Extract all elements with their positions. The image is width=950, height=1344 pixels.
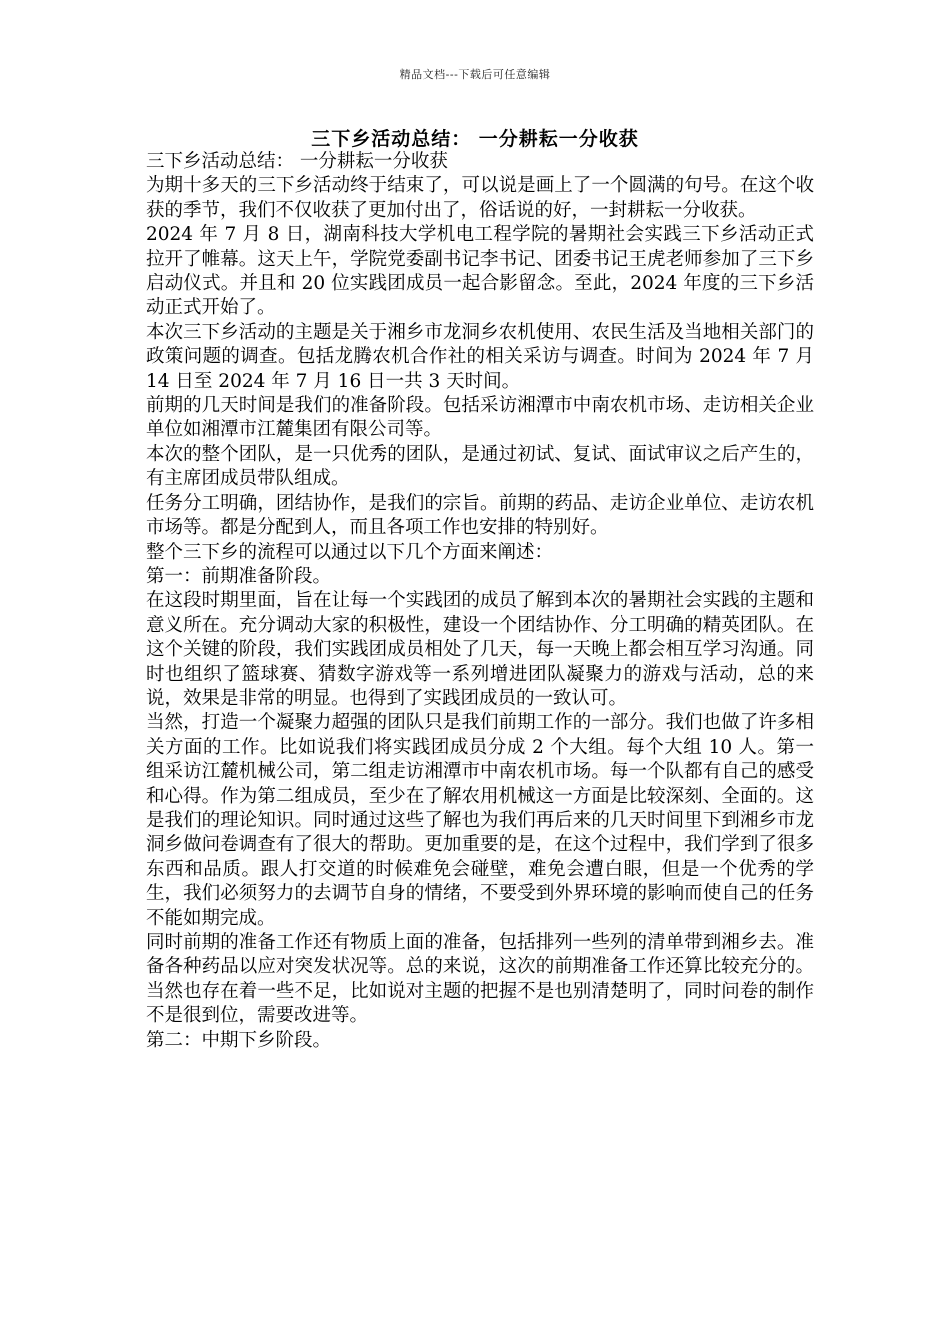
paragraph: 本次三下乡活动的主题是关于湘乡市龙洞乡农机使用、农民生活及当地相关部门的政策问题的调查。包括龙腾农机合作社的相关采访与调查。时间为 2024 年 7 月 14 日至 2024 年 7 月 16 日一共 3 天时间。 xyxy=(146,321,814,392)
paragraph: 在这段时期里面，旨在让每一个实践团的成员了解到本次的暑期社会实践的主题和意义所在。充分调动大家的积极性，建设一个团结协作、分工明确的精英团队。在这个关键的阶段，我们实践团成员相处了几天，每一天晚上都会相互学习沟通。同时也组织了篮球赛、猜数字游戏等一系列增进团队凝聚力的游戏与活动，总的来说，效果是非常的明显。也得到了实践团成员的一致认可。 xyxy=(146,590,814,709)
paragraph: 本次的整个团队，是一只优秀的团队，是通过初试、复试、面试审议之后产生的，有主席团成员带队组成。 xyxy=(146,443,814,490)
paragraph: 2024 年 7 月 8 日，湖南科技大学机电工程学院的暑期社会实践三下乡活动正式拉开了帷幕。这天上午，学院党委副书记李书记、团委书记王虎老师参加了三下乡启动仪式。并且和 20 位实践团成员一起合影留念。至此，2024 年度的三下乡活动正式开始了。 xyxy=(146,224,814,319)
paragraph: 整个三下乡的流程可以通过以下几个方面来阐述： xyxy=(146,541,554,563)
section-heading: 第一：前期准备阶段。 xyxy=(146,565,332,587)
paragraph: 前期的几天时间是我们的准备阶段。包括采访湘潭市中南农机市场、走访相关企业单位如湘潭市江麓集团有限公司等。 xyxy=(146,395,814,441)
page-header: 精品文档---下载后可任意编辑 xyxy=(399,68,551,81)
paragraph: 同时前期的准备工作还有物质上面的准备，包括排列一些列的清单带到湘乡去。准备各种药品以应对突发状况等。总的来说，这次的前期准备工作还算比较充分的。当然也存在着一些不足，比如说对主题的把握不是也别清楚明了，同时问卷的制作不是很到位，需要改进等。 xyxy=(146,932,814,1027)
paragraph: 当然，打造一个凝聚力超强的团队只是我们前期工作的一部分。我们也做了许多相关方面的工作。比如说我们将实践团成员分成 2 个大组。每个大组 10 人。第一组采访江麓机械公司，第二组走访湘潭市中南农机市场。每一个队都有自己的感受和心得。作为第二组成员，至少在了解农用机械这一方面是比较深刻、全面的。这是我们的理论知识。同时通过这些了解也为我们再后来的几天时间里下到湘乡市龙洞乡做问卷调查有了很大的帮助。更加重要的是，在这个过程中，我们学到了很多东西和品质。跟人打交道的时候难免会碰壁，难免会遭白眼，但是一个优秀的学生，我们必须努力的去调节自身的情绪，不要受到外界环境的影响而使自己的任务不能如期完成。 xyxy=(146,712,814,929)
section-heading: 第二：中期下乡阶段。 xyxy=(146,1029,332,1051)
document-body xyxy=(146,150,814,1053)
paragraph: 三下乡活动总结： 一分耕耘一分收获 xyxy=(146,151,448,172)
document-title: 三下乡活动总结： 一分耕耘一分收获 xyxy=(311,128,639,150)
paragraph: 任务分工明确，团结协作，是我们的宗旨。前期的药品、走访企业单位、走访农机市场等。都是分配到人，而且各项工作也安排的特别好。 xyxy=(146,492,814,539)
paragraph: 为期十多天的三下乡活动终于结束了，可以说是画上了一个圆满的句号。在这个收获的季节，我们不仅收获了更加付出了，俗话说的好，一封耕耘一分收获。 xyxy=(146,175,814,221)
